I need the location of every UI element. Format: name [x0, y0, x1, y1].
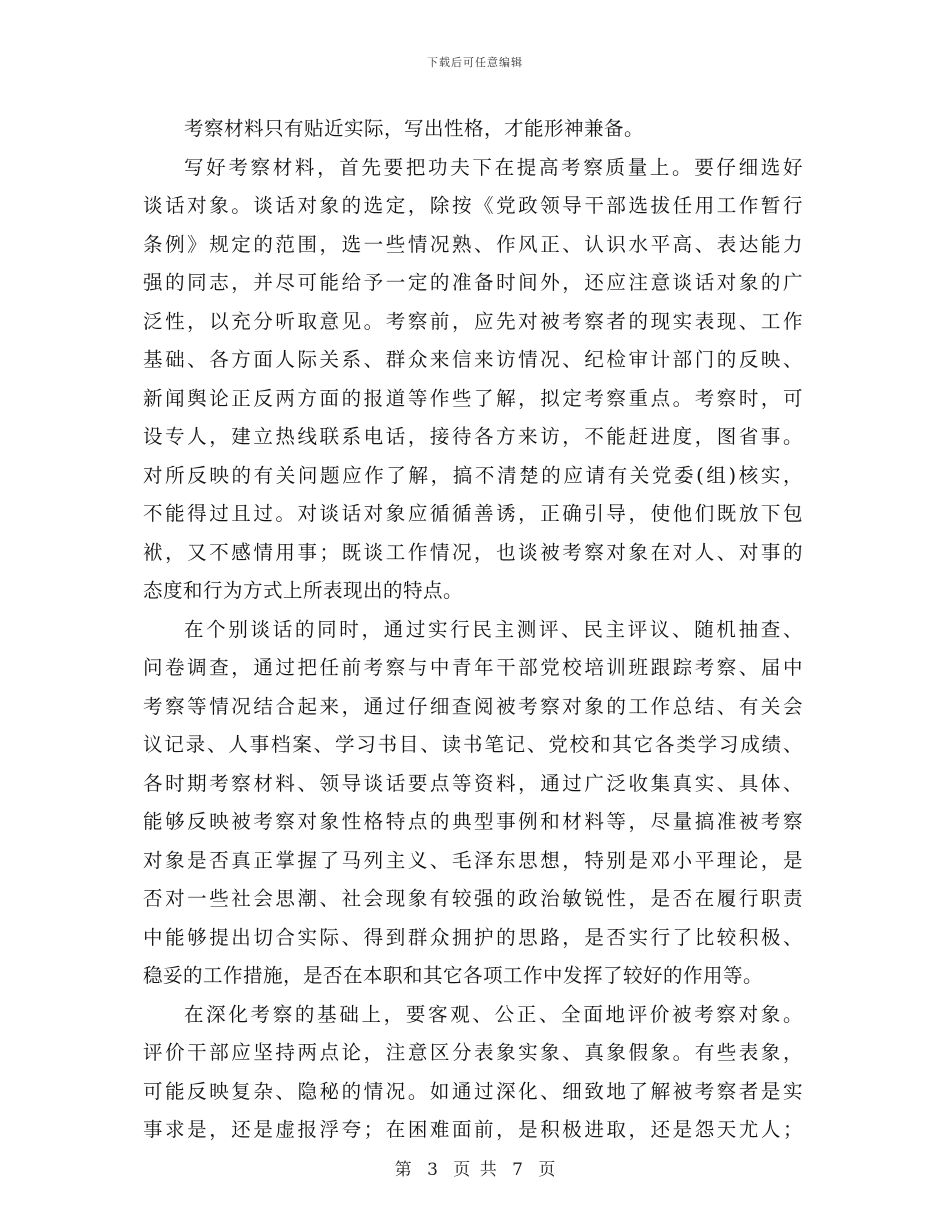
body-text-line: 考察等情况结合起来，通过仔细查阅被考察对象的工作总结、有关会 — [143, 694, 803, 718]
page-current: 3 — [427, 1160, 438, 1180]
body-text-line: 强的同志，并尽可能给予一定的准备时间外，还应注意谈话对象的广 — [143, 271, 803, 294]
body-text-line: 对所反映的有关问题应作了解，搞不清楚的应请有关党委(组)核实， — [143, 463, 803, 487]
body-text-line: 写好考察材料，首先要把功夫下在提高考察质量上。要仔细选好 — [184, 155, 803, 179]
page-footer — [0, 1155, 950, 1180]
page-total: 7 — [512, 1160, 523, 1180]
body-text-line: 能够反映被考察对象性格特点的典型事例和材料等，尽量搞准被考察 — [143, 810, 803, 833]
body-text-line: 在深化考察的基础上，要客观、公正、全面地评价被考察对象。 — [184, 1002, 803, 1026]
body-text-line: 可能反映复杂、隐秘的情况。如通过深化、细致地了解被考察者是实 — [143, 1079, 803, 1103]
body-text-line: 问卷调查，通过把任前考察与中青年干部党校培训班跟踪考察、届中 — [143, 656, 803, 679]
body-text-line: 在个别谈话的同时，通过实行民主测评、民主评议、随机抽查、 — [184, 617, 803, 641]
body-text-line: 基础、各方面人际关系、群众来信来访情况、纪检审计部门的反映、 — [143, 348, 803, 371]
body-text-line: 条例》规定的范围，选一些情况熟、作风正、认识水平高、表达能力 — [143, 232, 803, 256]
body-text-line: 议记录、人事档案、学习书目、读书笔记、党校和其它各类学习成绩、 — [143, 733, 803, 756]
document-body — [143, 110, 803, 1150]
body-text-line: 泛性，以充分听取意见。考察前，应先对被考察者的现实表现、工作 — [143, 309, 803, 333]
body-text-line: 否对一些社会思潮、社会现象有较强的政治敏锐性，是否在履行职责 — [143, 887, 803, 910]
page-suffix: 页 — [538, 1160, 556, 1180]
body-text-line: 事求是，还是虚报浮夸；在困难面前，是积极进取，还是怨天尤人； — [143, 1118, 803, 1141]
body-text-line: 新闻舆论正反两方面的报道等作些了解，拟定考察重点。考察时，可 — [143, 386, 803, 410]
body-text-line: 设专人，建立热线联系电话，接待各方来访，不能赶进度，图省事。 — [143, 425, 803, 448]
body-text-line: 考察材料只有贴近实际，写出性格，才能形神兼备。 — [184, 117, 645, 140]
body-text-line: 不能得过且过。对谈话对象应循循善诱，正确引导，使他们既放下包 — [143, 502, 803, 525]
body-text-line: 各时期考察材料、领导谈话要点等资料，通过广泛收集真实、具体、 — [143, 771, 803, 795]
body-text-line: 对象是否真正掌握了马列主义、毛泽东思想，特别是邓小平理论，是 — [143, 848, 803, 872]
page-prefix: 第 — [394, 1160, 412, 1180]
body-text-line: 袱，又不感情用事；既谈工作情况，也谈被考察对象在对人、对事的 — [143, 540, 803, 564]
page-mid: 页 共 — [453, 1160, 497, 1180]
header-note: 下载后可任意编辑 — [427, 56, 523, 69]
body-text-line: 谈话对象。谈话对象的选定，除按《党政领导干部选拔任用工作暂行 — [143, 194, 803, 217]
body-text-line: 稳妥的工作措施，是否在本职和其它各项工作中发挥了较好的作用等。 — [143, 964, 764, 987]
body-text-line: 评价干部应坚持两点论，注意区分表象实象、真象假象。有些表象， — [143, 1041, 803, 1064]
body-text-line: 中能够提出切合实际、得到群众拥护的思路，是否实行了比较积极、 — [143, 925, 803, 949]
body-text-line: 态度和行为方式上所表现出的特点。 — [143, 579, 464, 602]
